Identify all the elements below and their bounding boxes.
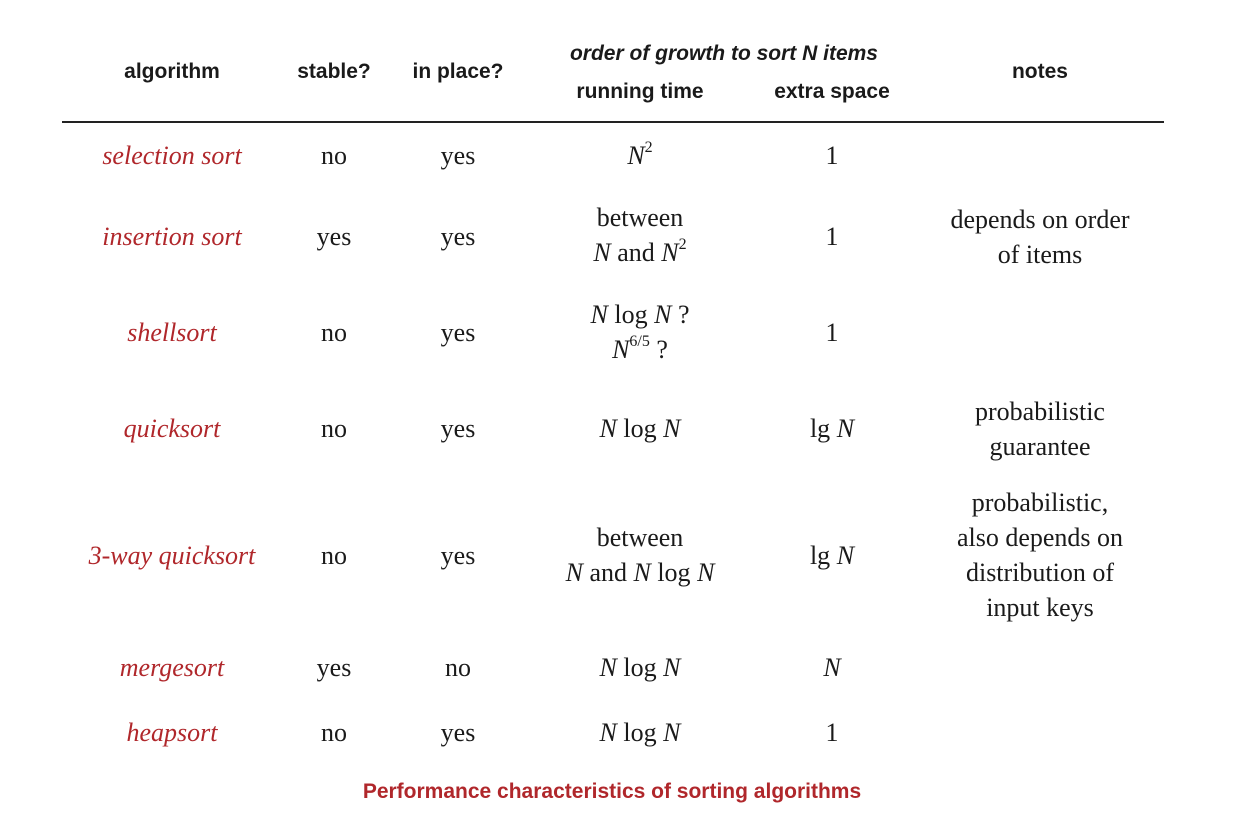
- row-stable: no: [321, 141, 347, 170]
- running-time-line: $N^{6/5}$ ?: [612, 333, 668, 364]
- header-algorithm: algorithm: [124, 60, 220, 83]
- notes-line: input keys: [986, 593, 1094, 622]
- header-rule: [62, 121, 1164, 123]
- row-extra-space: 1: [825, 318, 839, 347]
- row-in-place: no: [445, 653, 471, 682]
- notes-line: of items: [997, 240, 1083, 269]
- row-running-time: $N^2$: [627, 139, 653, 170]
- running-time-line: N and $N^2$: [593, 236, 687, 267]
- row-running-time: N log N: [599, 653, 681, 682]
- row-notes: [920, 485, 1160, 625]
- row-extra-space: 1: [825, 718, 839, 747]
- notes-line: depends on order: [950, 205, 1130, 234]
- row-algorithm: insertion sort: [102, 222, 242, 251]
- row-algorithm: shellsort: [127, 318, 217, 347]
- row-extra-space: lg N: [809, 414, 855, 443]
- row-in-place: yes: [440, 318, 476, 347]
- header-notes: notes: [1011, 60, 1068, 83]
- header-running-time: running time: [576, 80, 704, 103]
- row-in-place: yes: [440, 141, 476, 170]
- row-running-time: [520, 520, 760, 590]
- header-extra-space: extra space: [774, 80, 890, 103]
- row-stable: no: [321, 718, 347, 747]
- running-time-line: between: [596, 523, 684, 552]
- row-in-place: yes: [440, 541, 476, 570]
- row-notes: [920, 202, 1160, 272]
- row-stable: yes: [316, 222, 352, 251]
- row-running-time: [540, 297, 740, 367]
- row-stable: no: [321, 318, 347, 347]
- notes-line: distribution of: [965, 558, 1115, 587]
- running-time-line: N and N log N: [565, 558, 715, 587]
- row-stable: no: [321, 541, 347, 570]
- notes-line: probabilistic,: [971, 488, 1109, 517]
- table-caption: Performance characteristics of sorting algorithms: [362, 780, 862, 803]
- row-in-place: yes: [440, 718, 476, 747]
- row-algorithm: quicksort: [123, 414, 221, 443]
- notes-line: also depends on: [956, 523, 1124, 552]
- row-algorithm: heapsort: [126, 718, 218, 747]
- running-time-line: N log N ?: [590, 300, 690, 329]
- row-algorithm: mergesort: [119, 653, 225, 682]
- notes-line: guarantee: [989, 432, 1091, 461]
- row-in-place: yes: [440, 222, 476, 251]
- row-stable: yes: [316, 653, 352, 682]
- running-time-line: between: [596, 203, 684, 232]
- row-stable: no: [321, 414, 347, 443]
- notes-line: probabilistic: [975, 397, 1105, 426]
- row-notes: [920, 394, 1160, 464]
- row-running-time: N log N: [599, 414, 681, 443]
- row-running-time: N log N: [599, 718, 681, 747]
- row-in-place: yes: [440, 414, 476, 443]
- header-order-of-growth: order of growth to sort N items: [569, 42, 878, 65]
- row-extra-space: lg N: [809, 541, 855, 570]
- row-extra-space: 1: [825, 222, 839, 251]
- row-algorithm: 3-way quicksort: [88, 541, 256, 570]
- row-extra-space: 1: [825, 141, 839, 170]
- row-algorithm: selection sort: [102, 141, 242, 170]
- header-in-place: in place?: [412, 60, 504, 83]
- header-stable: stable?: [297, 60, 371, 83]
- row-extra-space: N: [823, 653, 841, 682]
- row-running-time: [540, 200, 740, 270]
